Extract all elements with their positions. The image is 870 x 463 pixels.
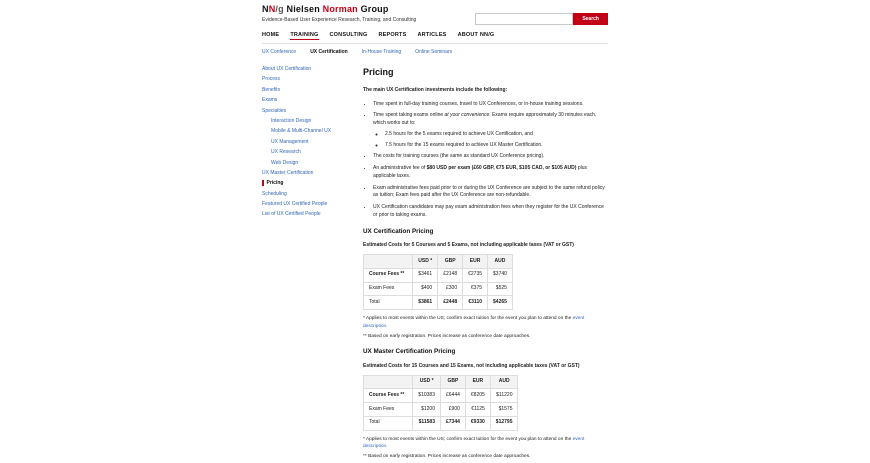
row-label: Exam Fees bbox=[364, 403, 413, 417]
price-cell: €9330 bbox=[465, 416, 490, 430]
price-cell: €375 bbox=[463, 282, 488, 296]
section-heading: UX Master Certification Pricing bbox=[363, 348, 456, 356]
section-subheading: Estimated Costs for 5 Courses and 5 Exams, not including applicable taxes (VAT or GST) bbox=[363, 242, 574, 249]
investment-subitem-1: ◦ 2.5 hours for the 5 exams required to achieve UX Certification, and bbox=[385, 131, 608, 139]
price-cell: $11583 bbox=[413, 416, 441, 430]
price-cell: £6444 bbox=[440, 389, 465, 403]
sidebar bbox=[262, 66, 363, 463]
table-row-course-fees bbox=[364, 389, 518, 403]
row-label: Course Fees ** bbox=[364, 389, 413, 403]
column-header-usd: USD * bbox=[413, 255, 438, 269]
price-cell: £900 bbox=[440, 403, 465, 417]
investment-item-5: • Exam administrative fees paid prior to or during the UX Conference are subject to the same refund policy as tuition; Exam fees paid after the UX Conference are non-refundable. bbox=[373, 185, 608, 201]
row-label: Total bbox=[364, 416, 413, 430]
nav-item-reports[interactable]: REPORTS bbox=[378, 31, 407, 38]
sidebar-item-about-ux-certification[interactable]: About UX Certification bbox=[262, 66, 312, 72]
row-label: Course Fees ** bbox=[364, 268, 413, 282]
ux-master-certification-pricing bbox=[363, 347, 608, 461]
sidebar-item-pricing[interactable]: Pricing bbox=[262, 180, 363, 186]
logo-letter-n2: N bbox=[268, 4, 276, 14]
page-title: Pricing bbox=[363, 67, 394, 77]
sidebar-item-process[interactable]: Process bbox=[262, 76, 281, 83]
investment-item-6: • UX Certification candidates may pay exam administration fees when they register for the UX Conference or prior to taking exams. bbox=[373, 204, 608, 220]
price-cell: £7344 bbox=[440, 416, 465, 430]
table-corner-cell bbox=[364, 255, 413, 269]
price-cell: €3110 bbox=[463, 296, 488, 310]
brand-name-nielsen: Nielsen bbox=[286, 4, 320, 14]
table-row-exam-fees bbox=[364, 403, 518, 417]
sidebar-item-specialties[interactable]: Specialties bbox=[262, 107, 287, 114]
search-bar bbox=[475, 13, 608, 25]
price-cell: $3461 bbox=[413, 268, 438, 282]
price-cell: £300 bbox=[438, 282, 463, 296]
subnav-item-online-seminars[interactable]: Online Seminars bbox=[415, 49, 453, 55]
column-header-usd: USD * bbox=[413, 375, 441, 389]
column-header-eur: EUR bbox=[463, 255, 488, 269]
event-description-link[interactable]: event description bbox=[363, 316, 585, 329]
price-cell: £2448 bbox=[438, 296, 463, 310]
sidebar-item-ux-master-certification[interactable]: UX Master Certification bbox=[262, 169, 314, 176]
search-input[interactable] bbox=[475, 13, 573, 25]
footnote-tuition: * Applies to most events within the US; confirm exact tuition for the event you plan to attend on the event description. bbox=[363, 436, 585, 450]
price-cell: $1200 bbox=[413, 403, 441, 417]
price-cell: $12795 bbox=[490, 416, 518, 430]
price-cell: $4265 bbox=[488, 296, 513, 310]
table-row-total bbox=[364, 296, 513, 310]
footnote-early-registration: ** Based on early registration. Prices increase as conference date approaches. bbox=[363, 333, 531, 339]
sidebar-item-ux-research[interactable]: UX Research bbox=[271, 149, 301, 156]
footnote-tuition: * Applies to most events within the US; confirm exact tuition for the event you plan to attend on the event description. bbox=[363, 316, 585, 329]
nav-item-consulting[interactable]: CONSULTING bbox=[329, 31, 368, 38]
intro-text: The main UX Certification investments include the following: bbox=[363, 86, 508, 93]
investment-item-2: • Time spent taking exams online at your convenience. Exams require approximately 30 minutes each, which works out to: ◦ 2.5 hours for the 5 exams required to achieve UX Certification, and ◦ 7.5 hours for the 15 exams required to achieve UX Master Certification. bbox=[373, 112, 608, 149]
column-header-aud: AUD bbox=[490, 375, 518, 389]
price-cell: $3861 bbox=[413, 296, 438, 310]
column-header-gbp: GBP bbox=[440, 375, 465, 389]
site-header bbox=[262, 4, 608, 23]
nav-item-training[interactable]: TRAINING bbox=[290, 32, 318, 41]
table-corner-cell bbox=[364, 375, 413, 389]
price-cell: $11220 bbox=[490, 389, 518, 403]
sidebar-item-web-design[interactable]: Web Design bbox=[271, 159, 299, 166]
sidebar-item-mobile-multi-channel-ux[interactable]: Mobile & Multi-Channel UX bbox=[271, 128, 332, 135]
investment-subitem-2: ◦ 7.5 hours for the 15 exams required to achieve UX Master Certification. bbox=[385, 142, 608, 150]
logo-letter-n1: N bbox=[262, 4, 269, 14]
table-row-exam-fees bbox=[364, 282, 513, 296]
investment-item-3: • The costs for training courses (the same as standard UX Conference pricing). bbox=[373, 153, 608, 161]
column-header-gbp: GBP bbox=[438, 255, 463, 269]
sidebar-item-interaction-design[interactable]: Interaction Design bbox=[271, 117, 312, 124]
nav-item-home[interactable]: HOME bbox=[262, 31, 280, 38]
row-label: Total bbox=[364, 296, 413, 310]
ux-certification-pricing bbox=[363, 227, 608, 341]
price-cell: $3740 bbox=[488, 268, 513, 282]
event-description-link[interactable]: event description bbox=[363, 436, 585, 450]
search-button[interactable]: Search bbox=[573, 13, 608, 25]
logo-slash: /g bbox=[275, 4, 284, 14]
price-cell: €1125 bbox=[465, 403, 490, 417]
price-cell: $1575 bbox=[490, 403, 518, 417]
investment-list bbox=[363, 101, 608, 220]
investment-item-1: • Time spent in full-day training courses, travel to UX Conferences, or in-house training sessions. bbox=[373, 101, 608, 109]
sub-nav bbox=[262, 49, 608, 55]
table-row-course-fees bbox=[364, 268, 513, 282]
price-cell: $10383 bbox=[413, 389, 441, 403]
main-content bbox=[363, 66, 608, 463]
pricing-table bbox=[363, 254, 513, 310]
price-cell: £2148 bbox=[438, 268, 463, 282]
column-header-aud: AUD bbox=[488, 255, 513, 269]
main-nav bbox=[262, 32, 608, 45]
sidebar-item-exams[interactable]: Exams bbox=[262, 97, 278, 104]
content-columns bbox=[262, 66, 608, 463]
section-heading: UX Certification Pricing bbox=[363, 227, 434, 235]
nav-item-articles[interactable]: ARTICLES bbox=[417, 31, 447, 38]
price-cell: €8205 bbox=[465, 389, 490, 403]
price-cell: €2735 bbox=[463, 268, 488, 282]
brand-name-norman: Norman bbox=[322, 4, 358, 14]
table-row-total bbox=[364, 416, 518, 430]
price-cell: $525 bbox=[488, 282, 513, 296]
page bbox=[262, 0, 608, 463]
pricing-table bbox=[363, 375, 518, 431]
footnote-early-registration: ** Based on early registration. Prices increase as conference date approaches. bbox=[363, 454, 531, 460]
tagline: Evidence-Based User Experience Research, Training, and Consulting bbox=[262, 16, 417, 23]
brand-name-group: Group bbox=[360, 4, 389, 14]
sidebar-item-featured-ux-certified-people[interactable]: Featured UX Certified People bbox=[262, 201, 328, 208]
nav-item-about-nn-g[interactable]: ABOUT NN/G bbox=[457, 31, 495, 38]
pricing-sections bbox=[363, 227, 608, 461]
column-header-eur: EUR bbox=[465, 375, 490, 389]
section-subheading: Estimated Costs for 15 Courses and 15 Exams, not including applicable taxes (VAT or GST) bbox=[363, 362, 580, 369]
sidebar-item-ux-management[interactable]: UX Management bbox=[271, 138, 309, 145]
investment-item-4: • An administrative fee of $80 USD per exam (£60 GBP, €75 EUR, $105 CAD, or $105 AUD) plus applicable taxes. bbox=[373, 165, 608, 181]
subnav-item-in-house-training[interactable]: In-House Training bbox=[361, 49, 402, 55]
price-cell: $400 bbox=[413, 282, 438, 296]
subnav-item-ux-conference[interactable]: UX Conference bbox=[262, 49, 297, 55]
sidebar-item-list-of-ux-certified-people[interactable]: List of UX Certified People bbox=[262, 211, 321, 218]
sidebar-item-scheduling[interactable]: Scheduling bbox=[262, 190, 287, 197]
sidebar-item-benefits[interactable]: Benefits bbox=[262, 86, 281, 93]
row-label: Exam Fees bbox=[364, 282, 413, 296]
subnav-item-ux-certification[interactable]: UX Certification bbox=[310, 49, 348, 55]
